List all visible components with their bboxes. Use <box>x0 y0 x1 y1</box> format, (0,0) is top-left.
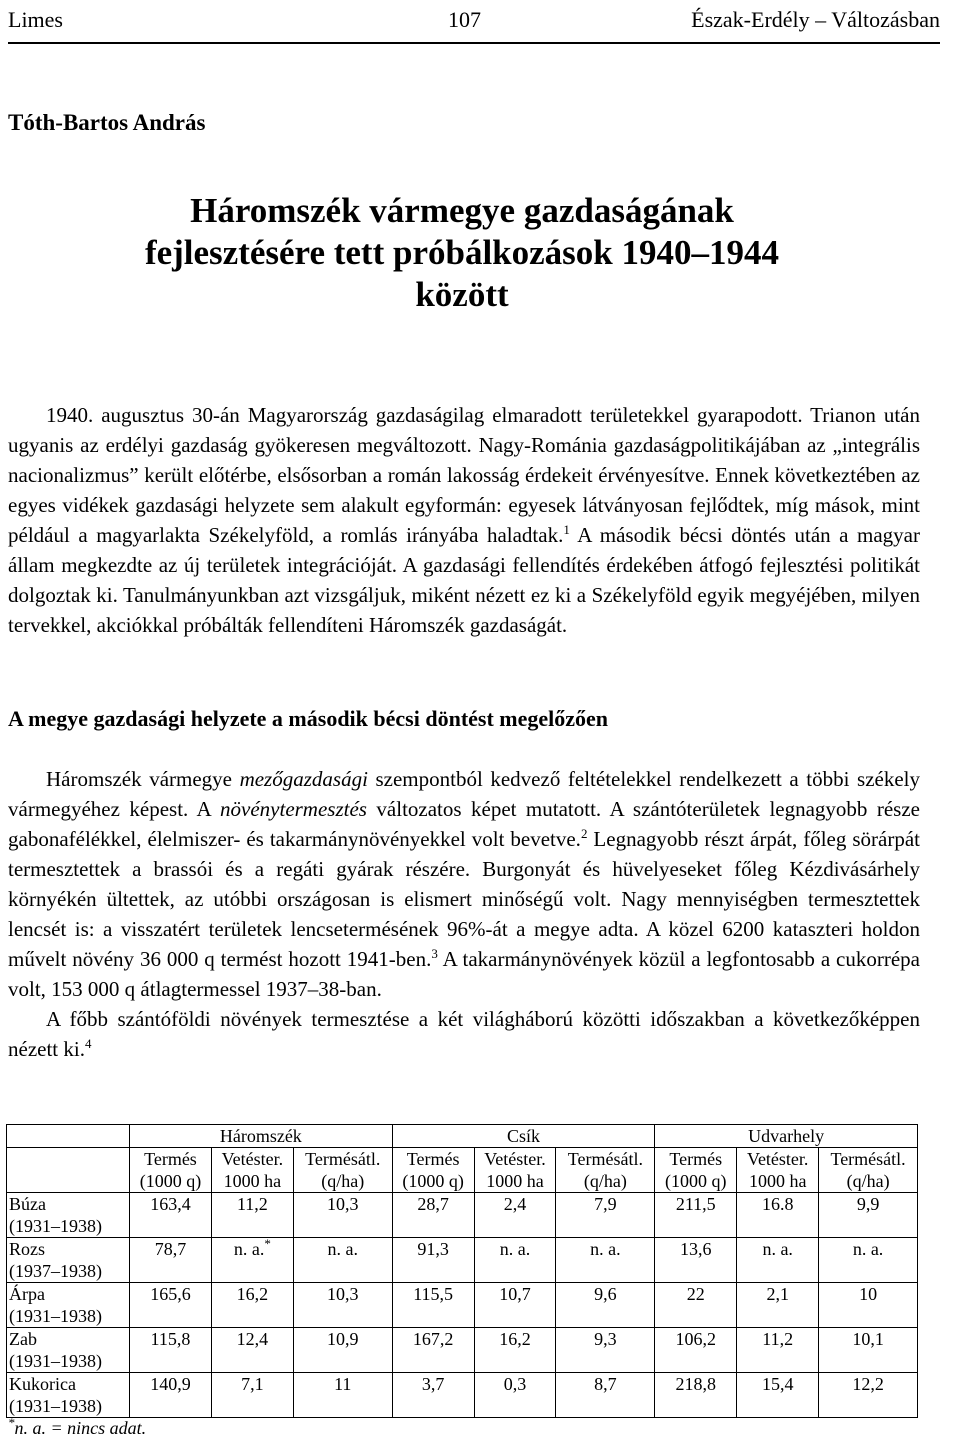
table-cell: 2,1 <box>737 1283 819 1328</box>
footnote-ref: 2 <box>580 826 588 841</box>
column-header-label: Vetéster. <box>746 1149 809 1169</box>
table-cell: 9,6 <box>556 1283 655 1328</box>
table-cell: 10,7 <box>474 1283 556 1328</box>
column-header-label: Termésátl. <box>830 1149 906 1169</box>
table-cell: 10,3 <box>293 1193 392 1238</box>
column-header-unit: 1000 ha <box>748 1171 807 1191</box>
table-cell: 10,3 <box>293 1283 392 1328</box>
table-cell: 211,5 <box>655 1193 737 1238</box>
table-cell: 218,8 <box>655 1373 737 1418</box>
table-cell: 78,7 <box>130 1238 212 1283</box>
table-cell: 10,1 <box>819 1328 918 1373</box>
body-text-1 <box>8 764 920 1004</box>
column-header <box>293 1148 392 1193</box>
body1-run: változatos képet mutatott. A szántóterületek legnagyobb része gabonafélékkel, élelmiszer- és takarmánynövényekkel volt bevetve. <box>8 797 920 851</box>
table-cell: n. a. <box>819 1238 918 1283</box>
footnote-text: n. a. = nincs adat. <box>14 1418 147 1438</box>
table-cell: 13,6 <box>655 1238 737 1283</box>
crop-name: Zab <box>9 1329 37 1349</box>
footnote-ref: 4 <box>84 1036 92 1051</box>
region-header: Háromszék <box>130 1125 393 1148</box>
journal-name: Limes <box>8 7 63 32</box>
table-cell: n. a.* <box>211 1238 293 1283</box>
body-text-2 <box>8 1004 920 1064</box>
table-cell: 115,5 <box>392 1283 474 1328</box>
crop-label <box>7 1283 130 1328</box>
column-header-unit: (q/ha) <box>321 1171 365 1191</box>
author-name: Tóth-Bartos András <box>8 110 206 135</box>
region-header: Csík <box>392 1125 655 1148</box>
table-cell: 8,7 <box>556 1373 655 1418</box>
table-cell: 11,2 <box>211 1193 293 1238</box>
section-heading: A megye gazdasági helyzete a második bécsi döntést megelőzően <box>8 706 609 731</box>
article-title <box>0 190 924 316</box>
column-header <box>556 1148 655 1193</box>
table-footnote <box>8 1415 147 1439</box>
table-cell: 91,3 <box>392 1238 474 1283</box>
title-line-3: között <box>415 275 509 314</box>
table-cell: 2,4 <box>474 1193 556 1238</box>
crop-name: Búza <box>9 1194 46 1214</box>
column-header <box>392 1148 474 1193</box>
table-corner-cell <box>7 1148 130 1193</box>
column-header-unit: (1000 q) <box>402 1171 464 1191</box>
page-number: 107 <box>448 7 481 32</box>
crop-label <box>7 1328 130 1373</box>
table-cell: n. a. <box>737 1238 819 1283</box>
column-header-label: Termésátl. <box>567 1149 643 1169</box>
table-cell: 12,2 <box>819 1373 918 1418</box>
column-header-label: Termés <box>669 1149 723 1169</box>
intro-text <box>8 400 920 640</box>
column-header <box>655 1148 737 1193</box>
column-header-label: Termésátl. <box>305 1149 381 1169</box>
crop-label <box>7 1373 130 1418</box>
body1-run: A takarmánynövények közül a legfontosabb a cukorrépa volt, 153 000 q átlagtermessel 1937–38-ban. <box>8 947 921 1001</box>
table-cell: 165,6 <box>130 1283 212 1328</box>
column-header <box>211 1148 293 1193</box>
table-star-mark: * <box>264 1236 271 1251</box>
crop-name: Kukorica <box>9 1374 76 1394</box>
column-header <box>474 1148 556 1193</box>
table-cell: 106,2 <box>655 1328 737 1373</box>
column-header-label: Termés <box>144 1149 197 1169</box>
column-header <box>737 1148 819 1193</box>
intro-paragraph <box>8 400 920 640</box>
crop-label <box>7 1238 130 1283</box>
table-cell: 10 <box>819 1283 918 1328</box>
column-header-label: Termés <box>406 1149 460 1169</box>
table-corner-cell <box>7 1125 130 1148</box>
table-cell: 115,8 <box>130 1328 212 1373</box>
table-cell: 28,7 <box>392 1193 474 1238</box>
table-cell: 3,7 <box>392 1373 474 1418</box>
table-cell: n. a. <box>556 1238 655 1283</box>
title-line-1: Háromszék vármegye gazdaságának <box>190 191 734 230</box>
table-cell: 140,9 <box>130 1373 212 1418</box>
column-header-unit: (1000 q) <box>139 1171 202 1191</box>
column-header-unit: 1000 ha <box>486 1171 544 1191</box>
region-header: Udvarhely <box>655 1125 918 1148</box>
intro-run: 1940. augusztus 30-án Magyarország gazdaságilag elmaradott területekkel gyarapodott. Trianon után ugyanis az erdélyi gazdaság gyökeresen megváltozott. Nagy-Románia gazdaságpolitikájában az „integrális nacionalizmus” került előtérbe, elsősorban a román lakosság érdekeit érvényesítve. Ennek következtében az egyes vidékek gazdasági helyzete sem alakult egyformán: egyesek látványosan fejlődtek, míg mások, mint például a magyarlakta Székelyföld, a romlás irányába haladtak. <box>8 403 920 547</box>
footnote-ref: 1 <box>563 522 570 537</box>
table-cell: 9,3 <box>556 1328 655 1373</box>
column-header-unit: (q/ha) <box>846 1171 890 1191</box>
column-header-unit: 1000 ha <box>223 1171 282 1191</box>
table-cell: 12,4 <box>211 1328 293 1373</box>
column-header-unit: (1000 q) <box>665 1171 727 1191</box>
column-header-label: Vetéster. <box>221 1149 284 1169</box>
table-cell: 15,4 <box>737 1373 819 1418</box>
table-row <box>7 1373 918 1418</box>
body2-run: A főbb szántóföldi növények termesztése a két világháború közötti időszakban a következőképpen nézett ki. <box>8 1007 920 1061</box>
table-cell: 11,2 <box>737 1328 819 1373</box>
column-header-label: Vetéster. <box>484 1149 546 1169</box>
column-header <box>819 1148 918 1193</box>
table-row <box>7 1328 918 1373</box>
table-cell: 16,2 <box>211 1283 293 1328</box>
table-cell: 9,9 <box>819 1193 918 1238</box>
table-cell: 11 <box>293 1373 392 1418</box>
running-header <box>8 0 940 44</box>
table-cell: 16.8 <box>737 1193 819 1238</box>
crop-years: (1931–1938) <box>9 1216 102 1236</box>
crop-label <box>7 1193 130 1238</box>
crop-years: (1931–1938) <box>9 1306 102 1326</box>
crop-name: Rozs <box>9 1239 45 1259</box>
table-cell: 167,2 <box>392 1328 474 1373</box>
crop-table <box>6 1124 918 1418</box>
title-line-2: fejlesztésére tett próbálkozások 1940–1944 <box>144 233 780 272</box>
table-cell: n. a. <box>293 1238 392 1283</box>
table-header-row <box>7 1125 918 1148</box>
body1-emphasis: mezőgazdasági <box>239 767 368 791</box>
table-cell: 0,3 <box>474 1373 556 1418</box>
body1-run: Háromszék vármegye <box>46 767 240 791</box>
intro-run: A második bécsi döntés után a magyar állam megkezdte az új területek integrációját. A gazdasági fellendítés érdekében átfogó fejlesztési politikát dolgoztak ki. Tanulmányunkban azt vizsgáljuk, miként nézett ez ki a Székelyföld egyik megyéjében, milyen tervekkel, akciókkal próbálták fellendíteni Háromszék gazdaságát. <box>8 523 920 637</box>
table-cell: 7,1 <box>211 1373 293 1418</box>
body1-run: Legnagyobb részt árpát, főleg sörárpát termesztettek a brassói és a regáti gyárak részére. Burgonyát és hüvelyeseket főleg Kézdivásárhely környékén ültettek, az utóbbi országosan is elismert minőségű volt. Nagy mennyiségben termesztettek lencsét is: a visszatért területek lencsetermésének 96%-át a megye adta. A közel 6200 kataszteri holdon művelt növény 36 000 q termést hozott 1941-ben. <box>8 827 920 971</box>
table-subheader-row <box>7 1148 918 1193</box>
body1-emphasis: növénytermesztés <box>220 797 367 821</box>
crop-years: (1931–1938) <box>9 1396 102 1416</box>
table-cell: 10,9 <box>293 1328 392 1373</box>
table-cell: 7,9 <box>556 1193 655 1238</box>
body-paragraphs <box>8 764 920 1064</box>
body1-run: szempontból kedvező feltételekkel rendelkezett a többi székely vármegyéhez képest. A <box>8 767 921 821</box>
column-header-unit: (q/ha) <box>583 1171 627 1191</box>
table-row <box>7 1238 918 1283</box>
table-row <box>7 1283 918 1328</box>
footnote-ref: 3 <box>431 946 438 961</box>
crop-name: Árpa <box>9 1284 45 1304</box>
table-cell: 22 <box>655 1283 737 1328</box>
crop-years: (1937–1938) <box>9 1261 102 1281</box>
crop-years: (1931–1938) <box>9 1351 102 1371</box>
table-row <box>7 1193 918 1238</box>
table-cell: n. a. <box>474 1238 556 1283</box>
column-header <box>130 1148 212 1193</box>
section-name: Észak-Erdély – Változásban <box>691 7 940 32</box>
table-cell: 163,4 <box>130 1193 212 1238</box>
table-cell: 16,2 <box>474 1328 556 1373</box>
footnote-star: * <box>8 1415 15 1430</box>
